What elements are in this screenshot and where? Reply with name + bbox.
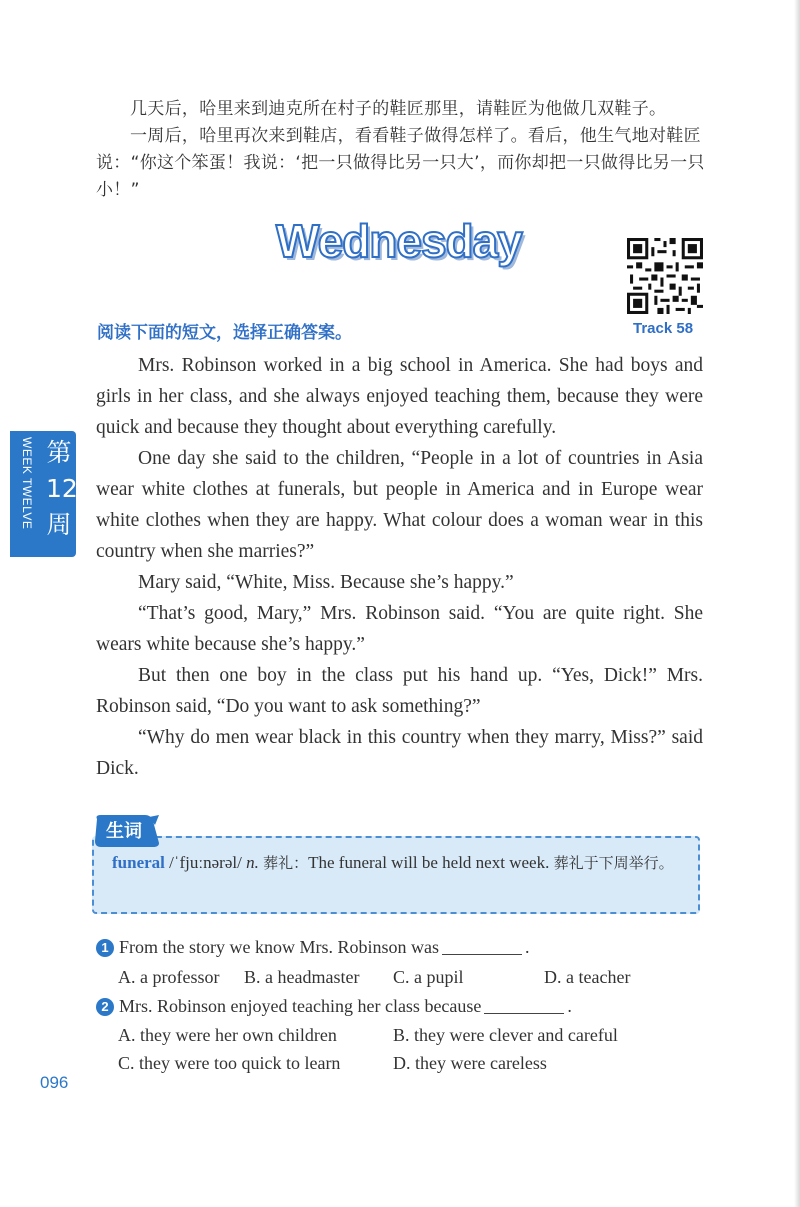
question-suffix: .	[567, 996, 572, 1016]
section-title: Wednesday	[276, 215, 522, 267]
q1-option-b[interactable]: B. a headmaster	[244, 967, 360, 987]
page-number: 096	[40, 1073, 69, 1092]
story-paragraph: Mrs. Robinson worked in a big school in America. She had boys and girls in her class, and she always enjoyed teaching them, because they were quick and because they thought about everything carefully.	[96, 355, 703, 438]
q2-option-b[interactable]: B. they were clever and careful	[393, 1025, 618, 1045]
week-side-tab	[10, 431, 76, 557]
chinese-paragraph-2: 一周后，哈里再次来到鞋店，看看鞋子做得怎样了。看后，他生气地对鞋匠说：“你这个笨蛋！我说：‘把一只做得比另一只大’，而你却把一只做得比另一只小！”	[96, 126, 705, 200]
question-text: Mrs. Robinson enjoyed teaching her class because	[119, 996, 482, 1016]
question-1	[96, 937, 530, 958]
story-paragraph: But then one boy in the class put his hand up. “Yes, Dick!” Mrs. Robinson said, “Do you want to ask something?”	[96, 665, 703, 717]
vocab-example-translation: 葬礼于下周举行。	[553, 854, 674, 872]
question-text: From the story we know Mrs. Robinson was	[119, 937, 439, 957]
qr-code-icon[interactable]	[627, 238, 703, 314]
vocab-part-of-speech: n.	[246, 853, 259, 872]
q1-option-a[interactable]: A. a professor	[118, 967, 220, 987]
chinese-paragraph-1: 几天后，哈里来到迪克所在村子的鞋匠那里，请鞋匠为他做几双鞋子。	[130, 99, 667, 119]
vocab-meaning: 葬礼：	[263, 854, 309, 872]
vocab-word: funeral	[112, 853, 165, 872]
question-suffix: .	[525, 937, 530, 957]
question-number-badge: 1	[96, 939, 114, 957]
story-paragraph: “Why do men wear black in this country when they marry, Miss?” said Dick.	[96, 727, 703, 779]
answer-blank	[442, 954, 522, 955]
vocabulary-entry	[112, 849, 684, 877]
q2-option-a[interactable]: A. they were her own children	[118, 1025, 337, 1045]
q2-option-d[interactable]: D. they were careless	[393, 1053, 547, 1073]
story-paragraph: “That’s good, Mary,” Mrs. Robinson said. “You are quite right. She wears white because she’s happy.”	[96, 603, 703, 655]
week-tab-chinese: 第12周	[46, 438, 78, 539]
q2-option-c[interactable]: C. they were too quick to learn	[118, 1053, 341, 1073]
track-label: Track 58	[633, 320, 694, 337]
story-paragraph: Mary said, “White, Miss. Because she’s happy.”	[138, 572, 514, 593]
week-tab-english: WEEK TWELVE	[20, 437, 34, 530]
reading-passage	[96, 350, 703, 784]
vocab-pronunciation: /ˈfjuːnərəl/	[169, 853, 242, 872]
page-edge-shadow	[794, 0, 800, 1207]
vocabulary-label: 生词	[106, 821, 142, 842]
answer-blank	[484, 1013, 564, 1014]
instruction-heading: 阅读下面的短文，选择正确答案。	[97, 323, 352, 343]
vocab-example: The funeral will be held next week.	[308, 853, 550, 872]
question-2	[96, 996, 572, 1017]
story-paragraph: One day she said to the children, “People in a lot of countries in Asia wear white clothes at funerals, but people in America and in Europe wear white clothes when they are happy. What colour does a woman wear in this country when she marries?”	[96, 448, 703, 562]
q1-option-c[interactable]: C. a pupil	[393, 967, 464, 987]
q1-option-d[interactable]: D. a teacher	[544, 967, 631, 987]
question-number-badge: 2	[96, 998, 114, 1016]
